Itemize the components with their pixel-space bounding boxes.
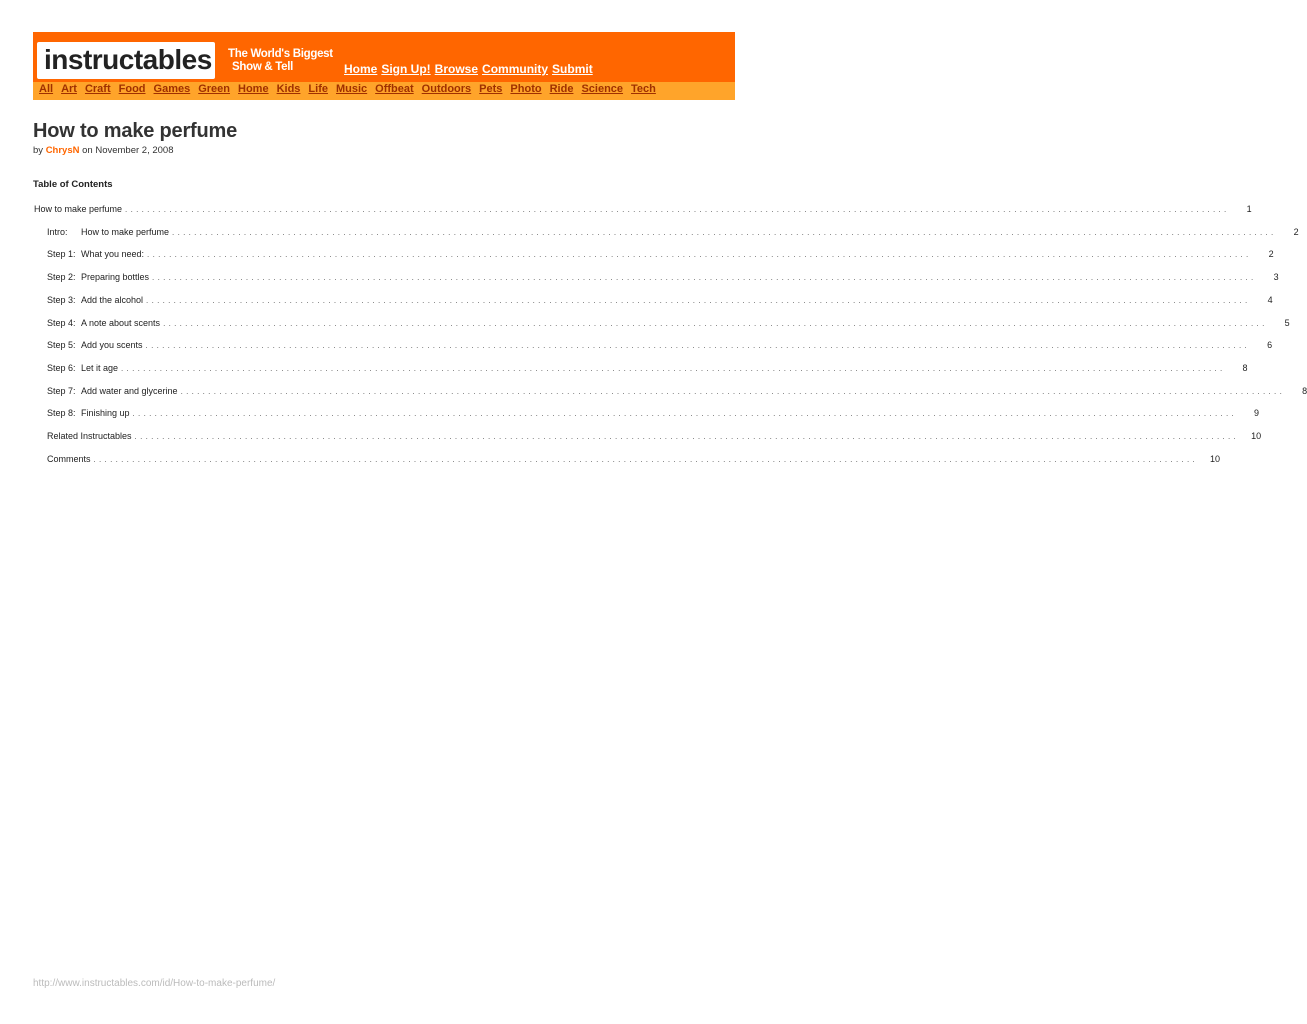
toc-entry[interactable] (47, 317, 1290, 332)
toc-entry-label (47, 340, 146, 350)
top-nav-link-community[interactable]: Community (482, 62, 549, 76)
toc-entry-label (47, 386, 181, 396)
category-link-ride[interactable]: Ride (549, 83, 574, 95)
toc-entry-step: Step 2: (47, 272, 76, 283)
toc-entry-title: Preparing bottles (81, 272, 150, 283)
toc-entry-label (47, 454, 94, 464)
toc-entry-title: Related Instructables (47, 431, 132, 441)
category-link-craft[interactable]: Craft (84, 83, 111, 95)
toc-entry-label (47, 318, 163, 328)
toc-entry-step: Step 6: (47, 362, 76, 373)
toc-dot-leader: ........................................................................................................................................................................................................ (163, 318, 1268, 328)
toc-entry-step: Step 4: (47, 317, 76, 328)
category-link-pets[interactable]: Pets (479, 83, 503, 95)
toc-entry-title: What you need: (81, 249, 145, 260)
footer-url[interactable]: http://www.instructables.com/id/How-to-make-perfume/ (33, 978, 276, 989)
logo-text: instructables (44, 44, 212, 75)
category-link-offbeat[interactable]: Offbeat (375, 83, 414, 95)
toc-dot-leader: ........................................................................................................................................................................................................ (121, 363, 1226, 373)
site-header (33, 32, 735, 100)
toc-entry-label (47, 363, 121, 373)
top-nav (344, 62, 597, 76)
page-title: How to make perfume (33, 120, 238, 142)
top-nav-link-home[interactable]: Home (344, 62, 378, 76)
author-link[interactable]: ChrysN (45, 145, 80, 156)
toc-entry-page: 2 (1293, 226, 1299, 237)
toc-dot-leader: ........................................................................................................................................................................................................ (180, 386, 1286, 396)
toc-entry-page: 6 (1267, 340, 1273, 351)
toc-dot-leader: ........................................................................................................................................................................................................ (145, 341, 1251, 351)
site-logo[interactable] (37, 42, 215, 79)
toc-heading: Table of Contents (33, 179, 113, 190)
toc-entry-page: 1 (1246, 204, 1252, 214)
toc-entry-page: 2 (1268, 249, 1274, 260)
toc-entry[interactable] (34, 204, 1252, 218)
toc-dot-leader: ........................................................................................................................................................................................................ (152, 273, 1257, 283)
category-link-kids[interactable]: Kids (276, 83, 301, 95)
toc-entry-title: How to make perfume (81, 226, 170, 237)
toc-entry-title: Add the alcohol (81, 294, 144, 305)
byline-by: by (33, 145, 44, 156)
top-nav-link-browse[interactable]: Browse (434, 62, 479, 76)
category-link-photo[interactable]: Photo (510, 83, 542, 95)
date-prefix: on (82, 145, 93, 156)
category-bar (33, 82, 735, 100)
toc-entry-page: 5 (1284, 317, 1290, 328)
toc-entry[interactable] (47, 431, 1262, 445)
toc-entry-label (47, 295, 146, 305)
toc-entry[interactable] (47, 226, 1299, 241)
byline (33, 145, 174, 156)
toc-entry-title: Comments (47, 453, 91, 464)
publish-date: November 2, 2008 (95, 145, 174, 156)
category-nav (39, 83, 664, 95)
toc-entry[interactable] (47, 385, 1307, 400)
toc-entry-step: Step 3: (47, 294, 76, 305)
toc-entry[interactable] (47, 408, 1260, 422)
tagline-line-1: The World's Biggest (228, 48, 333, 60)
category-link-life[interactable]: Life (308, 83, 328, 95)
toc-entry-label (47, 272, 152, 282)
toc-entry-page: 8 (1302, 385, 1307, 396)
toc-entry[interactable] (47, 453, 1221, 468)
top-nav-link-sign-up[interactable]: Sign Up! (381, 62, 431, 76)
toc-entry[interactable] (47, 294, 1273, 309)
toc-entry[interactable] (47, 249, 1274, 263)
category-link-outdoors[interactable]: Outdoors (421, 83, 472, 95)
category-link-science[interactable]: Science (581, 83, 624, 95)
category-link-all[interactable]: All (39, 83, 54, 95)
category-link-art[interactable]: Art (61, 83, 77, 95)
toc-entry-title: Finishing up (81, 408, 130, 419)
toc-entry-label (47, 408, 133, 418)
toc-dot-leader: ........................................................................................................................................................................................................ (147, 250, 1252, 260)
toc-dot-leader: ........................................................................................................................................................................................................ (172, 227, 1277, 237)
header-bar (33, 32, 735, 82)
toc-entry-title: A note about scents (81, 317, 161, 328)
toc-entry-page: 8 (1242, 362, 1248, 373)
category-link-home[interactable]: Home (238, 83, 269, 95)
category-link-music[interactable]: Music (335, 83, 368, 95)
toc-dot-leader: ........................................................................................................................................................................................................ (125, 205, 1230, 214)
toc-entry-step: Step 5: (47, 340, 76, 351)
toc-dot-leader: ........................................................................................................................................................................................................ (146, 295, 1251, 305)
toc-entry-label (47, 431, 135, 441)
toc-entry-step: Step 8: (47, 408, 76, 419)
category-link-green[interactable]: Green (198, 83, 231, 95)
toc-dot-leader: ........................................................................................................................................................................................................ (134, 432, 1240, 441)
toc-entry[interactable] (47, 362, 1248, 377)
toc-entry-step: Step 1: (47, 249, 76, 260)
tagline-line-2: Show & Tell (232, 61, 294, 73)
top-nav-link-submit[interactable]: Submit (552, 62, 593, 76)
toc-entry-title: How to make perfume (34, 204, 123, 214)
toc-entry-label (47, 249, 147, 259)
category-link-tech[interactable]: Tech (631, 83, 656, 95)
toc-entry-step: Step 7: (47, 385, 76, 396)
toc-entry-page: 9 (1254, 408, 1260, 419)
toc-entry-page: 10 (1210, 453, 1221, 464)
toc-entry-page: 3 (1273, 272, 1279, 283)
toc-entry-title: Let it age (81, 362, 119, 373)
tagline (228, 48, 333, 74)
toc-entry-label (34, 204, 125, 214)
toc-entry-title: Add water and glycerine (81, 385, 178, 396)
toc-entry-page: 10 (1251, 431, 1262, 441)
category-link-food[interactable]: Food (118, 83, 146, 95)
toc-entry[interactable] (47, 272, 1279, 286)
toc-entry-label (47, 227, 172, 237)
toc-entry-title: Add you scents (81, 340, 143, 351)
toc-dot-leader: ........................................................................................................................................................................................................ (132, 409, 1238, 419)
toc-entry[interactable] (47, 340, 1273, 354)
category-link-games[interactable]: Games (153, 83, 191, 95)
toc-entry-step: Intro: (47, 226, 68, 237)
toc-entry-page: 4 (1267, 294, 1273, 305)
toc-dot-leader: ........................................................................................................................................................................................................ (93, 454, 1199, 464)
